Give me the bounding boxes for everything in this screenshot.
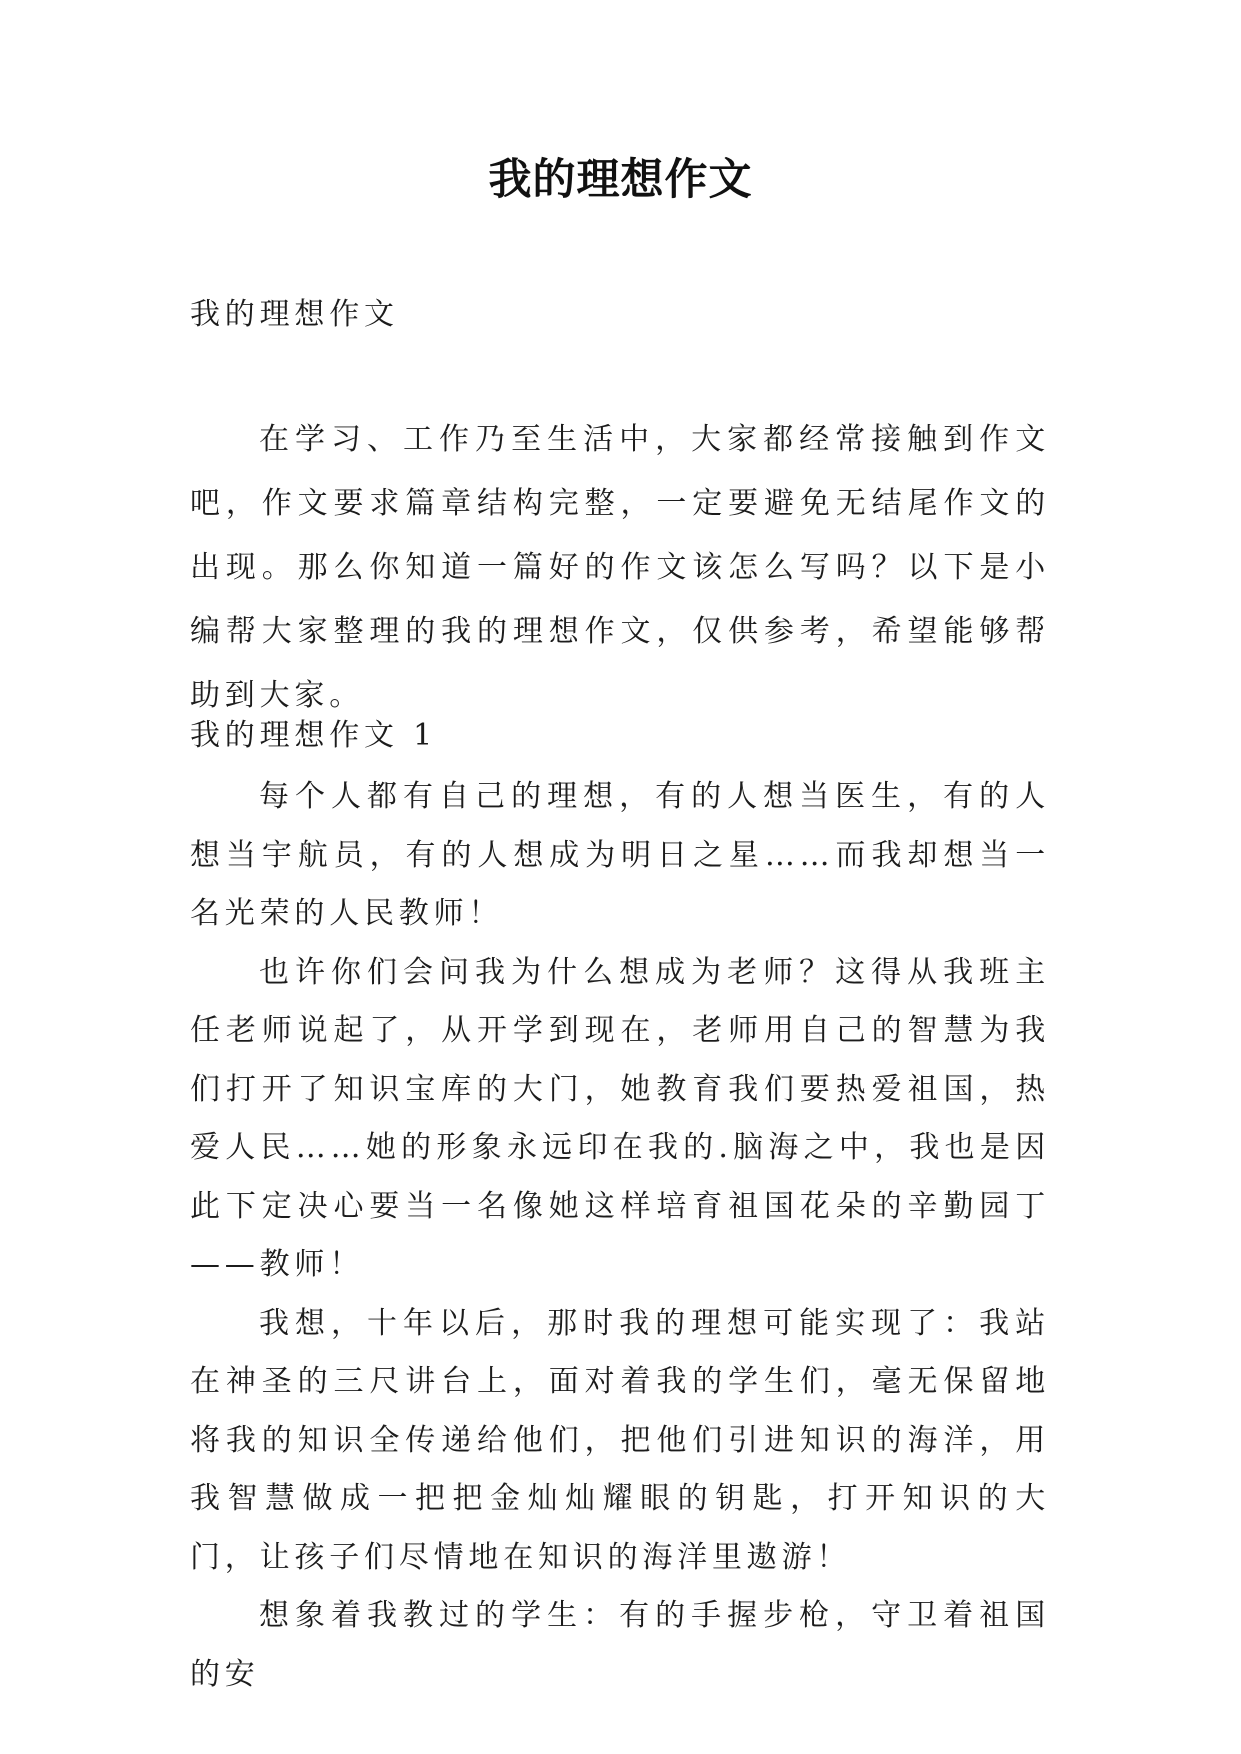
essay-paragraph: 也许你们会问我为什么想成为老师？这得从我班主任老师说起了，从开学到现在，老师用自己的智慧为我们打开了知识宝库的大门，她教育我们要热爱祖国，热爱人民……她的形象永远印在我的.脑海之中，我也是因此下定决心要当一名像她这样培育祖国花朵的辛勤园丁——教师！ bbox=[190, 954, 1050, 1282]
essay-section bbox=[190, 704, 1050, 1704]
essay-paragraph: 想象着我教过的学生：有的手握步枪，守卫着祖国的安 bbox=[190, 1598, 1050, 1692]
essay-paragraph: 我想，十年以后，那时我的理想可能实现了：我站在神圣的三尺讲台上，面对着我的学生们，毫无保留地将我的知识全传递给他们，把他们引进知识的海洋，用我智慧做成一把把金灿灿耀眼的钥匙，打开知识的大门，让孩子们尽情地在知识的海洋里遨游！ bbox=[190, 1305, 1050, 1575]
essay-heading: 我的理想作文 1 bbox=[190, 718, 438, 753]
essay-paragraph: 每个人都有自己的理想，有的人想当医生，有的人想当宇航员，有的人想成为明日之星……而我却想当一名光荣的人民教师！ bbox=[190, 779, 1050, 931]
intro-paragraph: 在学习、工作乃至生活中，大家都经常接触到作文吧，作文要求篇章结构完整，一定要避免无结尾作文的出现。那么你知道一篇好的作文该怎么写吗？以下是小编帮大家整理的我的理想作文，仅供参考，希望能够帮助到大家。 bbox=[190, 422, 1050, 713]
intro-section bbox=[190, 408, 1050, 728]
document-title: 我的理想作文 bbox=[488, 155, 753, 205]
document-subtitle: 我的理想作文 bbox=[190, 297, 399, 332]
